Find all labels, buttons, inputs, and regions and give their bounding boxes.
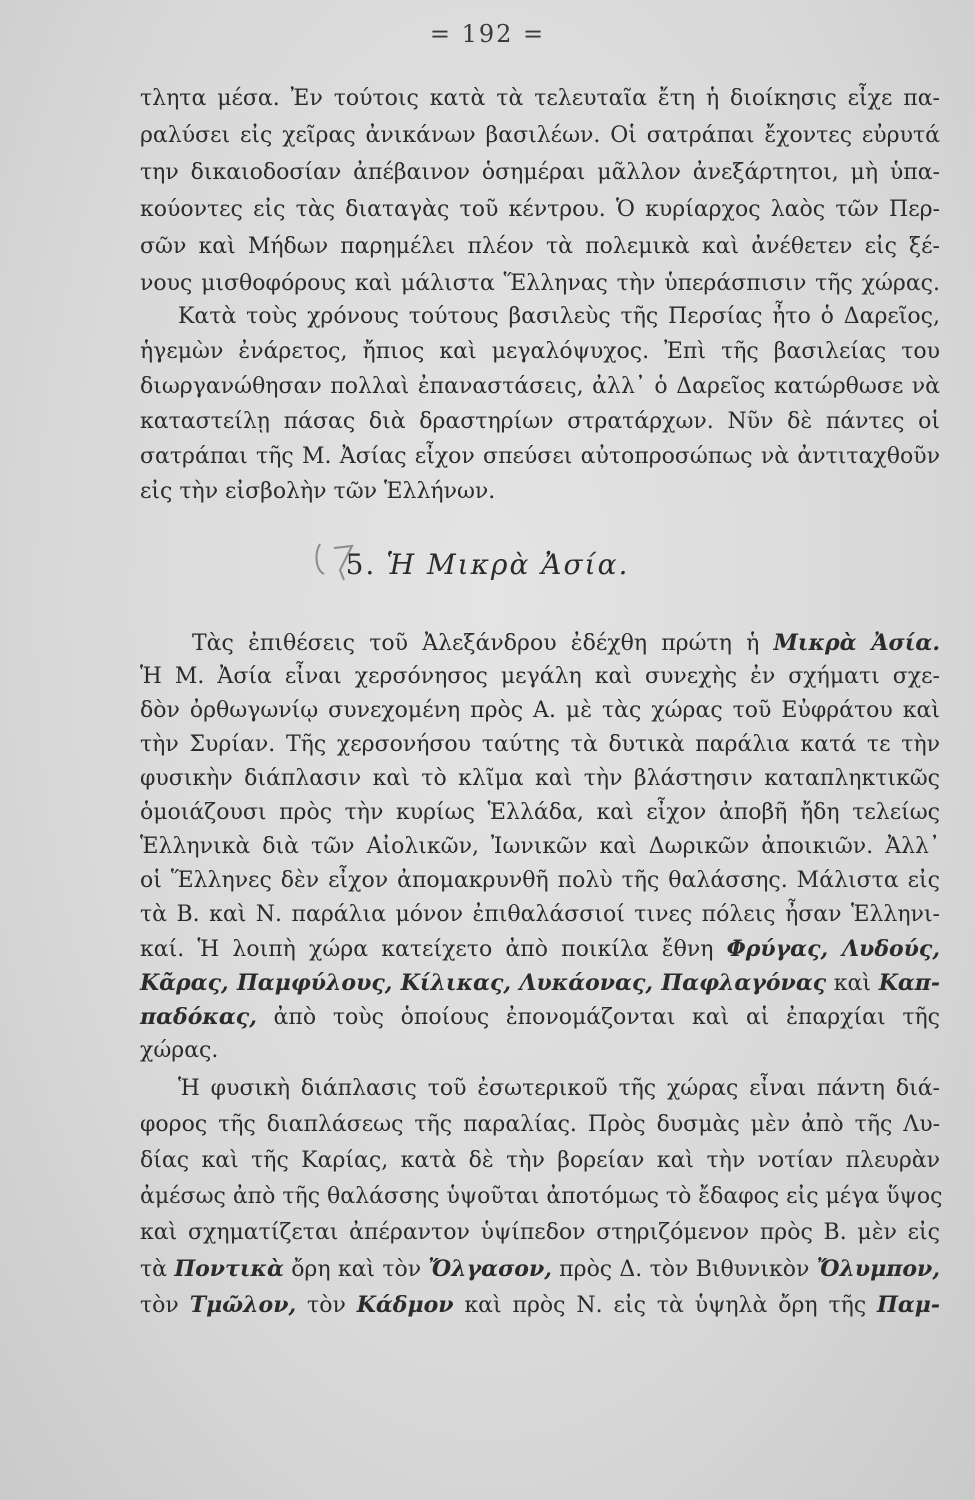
section-number: 5. [345,548,377,581]
text-line: ὁμοιάζουσι πρὸς τὴν κυρίως Ἑλλάδα, καὶ εἶχον ἀποβῆ ἤδη τελείως [140,800,940,825]
emphasis-term: Ποντικὰ [174,1256,284,1282]
section-heading [0,548,975,581]
text-line: οἱ Ἕλληνες δὲν εἶχον ἀπομακρυνθῆ πολὺ τῆς θαλάσσης. Μάλιστα εἰς [140,868,940,893]
text-line: ραλύσει εἰς χεῖρας ἀνικάνων βασιλέων. Οἱ σατράπαι ἔχοντες εὐρυτά [140,123,940,148]
text-line: Ἑλληνικὰ διὰ τῶν Αἰολικῶν, Ἰωνικῶν καὶ Δωρικῶν ἀποικιῶν. Ἀλλ᾽ [140,834,940,859]
text-line: ἡγεμὼν ἐνάρετος, ἤπιος καὶ μεγαλόψυχος. Ἐπὶ τῆς βασιλείας του [140,339,940,364]
text-span: πρὸς Δ. τὸν Βιθυνικὸν [551,1257,817,1282]
page-number: = 192 = [429,20,546,48]
text-line: σῶν καὶ Μήδων παρημέλει πλέον τὰ πολεμικὰ καὶ ἀνέθετεν εἰς ξέ- [140,234,940,259]
text-line [140,1294,940,1317]
emphasis-term: Φρύγας, Λυδούς, [726,936,940,962]
text-line: Κατὰ τοὺς χρόνους τούτους βασιλεὺς τῆς Περσίας ἦτο ὁ Δαρεῖος, [178,304,940,329]
text-line: δίας καὶ τῆς Καρίας, κατὰ δὲ τὴν βορείαν καὶ τὴν νοτίαν πλευρὰν [140,1148,940,1173]
text-line: την δικαιοδοσίαν ἀπέβαινον ὁσημέραι μᾶλλον ἀνεξάρτητοι, μὴ ὑπα- [140,160,940,185]
text-line: Ἡ φυσικὴ διάπλασις τοῦ ἐσωτερικοῦ τῆς χώρας εἶναι πάντη διά- [178,1076,940,1101]
text-line [140,1258,940,1281]
text-line: καὶ σχηματίζεται ἀπέραντον ὑψίπεδον στηριζόμενον πρὸς Β. μὲν εἰς [140,1220,940,1245]
text-span: ἀπὸ τοὺς ὁποίους ἐπονομάζονται καὶ αἱ ἐπαρχίαι τῆς [256,1005,940,1030]
section-title: Ἡ Μικρὰ Ἀσία. [386,548,630,581]
text-line: φορος τῆς διαπλάσεως τῆς παραλίας. Πρὸς δυσμὰς μὲν ἀπὸ τῆς Λυ- [140,1112,940,1137]
text-line [140,938,940,961]
text-line: τὴν Συρίαν. Τῆς χερσονήσου ταύτης τὰ δυτικὰ παράλια κατά τε τὴν [140,732,940,757]
emphasis-term: Τμῶλον, [189,1292,297,1318]
text-line: νους μισθοφόρους καὶ μάλιστα Ἕλληνας τὴν ὑπεράσπισιν τῆς χώρας. [140,271,940,296]
emphasis-term: Παμ- [877,1292,940,1318]
text-span: τὰ [140,1257,175,1282]
emphasis-term: Ὄλγασον, [428,1256,552,1282]
text-line: καταστείλῃ πάσας διὰ δραστηρίων στρατάρχων. Νῦν δὲ πάντες οἱ [140,409,940,434]
text-span: τὸν [140,1293,190,1318]
text-line: διωργανώθησαν πολλαὶ ἐπαναστάσεις, ἀλλ᾽ ὁ Δαρεῖος κατώρθωσε νὰ [140,374,940,399]
text-span: Τὰς ἐπιθέσεις τοῦ Ἀλεξάνδρου ἐδέχθη πρώτη ἡ [192,631,774,656]
text-span: τὸν [296,1293,357,1318]
text-span: καὶ [826,971,879,996]
text-line: δὸν ὀρθωγωνίῳ συνεχομένη πρὸς Α. μὲ τὰς χώρας τοῦ Εὐφράτου καὶ [140,698,940,723]
text-line: ἀμέσως ἀπὸ τῆς θαλάσσης ὑψοῦται ἀποτόμως τὸ ἔδαφος εἰς μέγα ὕψος [140,1184,943,1209]
emphasis-term: Μικρὰ Ἀσία. [773,630,941,656]
text-line: κούοντες εἰς τὰς διαταγὰς τοῦ κέντρου. Ὁ κυρίαρχος λαὸς τῶν Περ- [140,197,940,222]
emphasis-term: Κάδμον [356,1292,454,1318]
emphasis-term: Κᾶρας, Παμφύλους, Κίλικας, Λυκάονας, Παφλαγόνας [140,970,827,996]
text-span: ὄρη καὶ τὸν [283,1257,429,1282]
text-line: τλητα μέσα. Ἐν τούτοις κατὰ τὰ τελευταῖα ἔτη ἡ διοίκησις εἶχε πα- [140,86,940,111]
text-span: καί. Ἡ λοιπὴ χώρα κατείχετο ἀπὸ ποικίλα ἔθνη [140,937,727,962]
text-line [140,1006,940,1029]
text-line: χώρας. [140,1038,219,1063]
text-span: καὶ πρὸς Ν. εἰς τὰ ὑψηλὰ ὄρη τῆς [453,1293,878,1318]
emphasis-term: παδόκας, [140,1004,257,1030]
text-line [192,632,940,655]
text-line: Ἡ Μ. Ἀσία εἶναι χερσόνησος μεγάλη καὶ συνεχὴς ἐν σχήματι σχε- [140,664,940,689]
text-line: τὰ Β. καὶ Ν. παράλια μόνον ἐπιθαλάσσιοί τινες πόλεις ἦσαν Ἑλληνι- [140,902,940,927]
text-line: εἰς τὴν εἰσβολὴν τῶν Ἑλλήνων. [140,479,496,504]
emphasis-term: Καπ- [878,970,940,996]
text-line [140,972,940,995]
text-line: σατράπαι τῆς Μ. Ἀσίας εἶχον σπεύσει αὐτοπροσώπως νὰ ἀντιταχθοῦν [140,444,940,469]
text-line: φυσικὴν διάπλασιν καὶ τὸ κλῖμα καὶ τὴν βλάστησιν καταπληκτικῶς [140,766,940,791]
emphasis-term: Ὄλυμπον, [816,1256,940,1282]
